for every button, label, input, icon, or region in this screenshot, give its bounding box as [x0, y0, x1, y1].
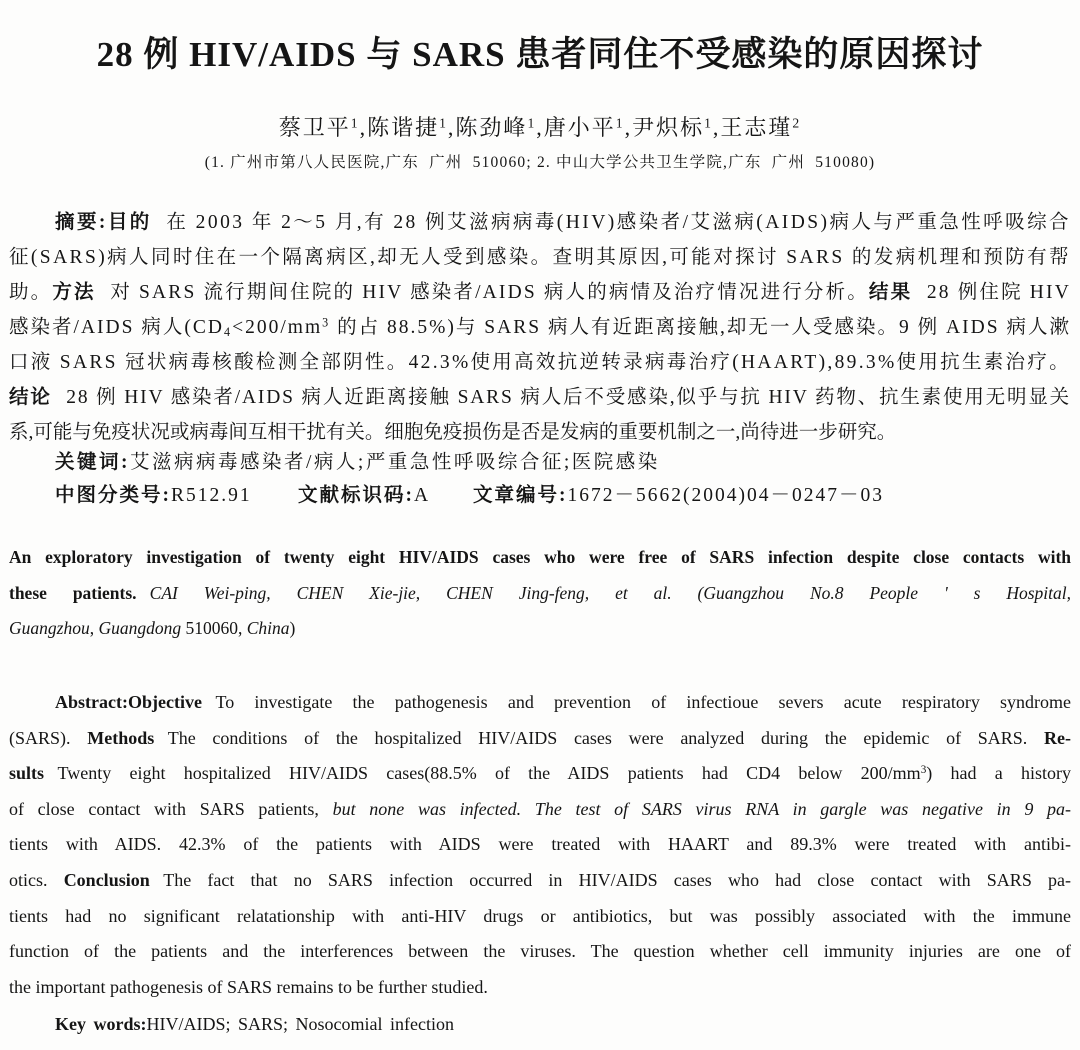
text-run: 陈谐捷: [367, 115, 440, 140]
text-run: To investigate the pathogenesis and prevention of infectioue severs acute respiratory syndrome: [215, 692, 1071, 712]
text-run: 口液 SARS 冠状病毒核酸检测全部阴性。42.3%使用高效抗逆转录病毒治疗(HAART),89.3%使用抗生素治疗。: [9, 352, 1071, 373]
text-run: 征(SARS)病人同时住在一个隔离病区,却无人受到感染。查明其原因,可能对探讨 SARS 的发病机理和预防有帮: [9, 247, 1071, 268]
superscript: 2: [792, 115, 802, 131]
text-run: the important pathogenesis of SARS remains to be further studied.: [9, 976, 488, 997]
text-line: [9, 345, 1071, 380]
run-in-heading: 摘要:目的: [55, 212, 152, 233]
text-line: [9, 792, 1071, 828]
run-in-heading: 方法: [52, 282, 96, 303]
text-line: [9, 685, 1071, 721]
english-title: [9, 540, 1071, 647]
text-run: 在 2003 年 2～5 月,有 28 例艾滋病病毒(HIV)感染者/艾滋病(AIDS)病人与严重急性呼吸综合: [166, 212, 1071, 233]
text-line: [9, 275, 1071, 310]
run-in-heading: 结论: [9, 387, 52, 408]
text-run: ,: [89, 618, 99, 638]
text-run: 28 例住院 HIV: [926, 282, 1071, 303]
document-code-value: A: [414, 485, 431, 506]
chinese-keywords: [55, 445, 660, 480]
document-code: [298, 478, 430, 513]
text-run: 助。: [9, 282, 53, 303]
text-run: ) had a history: [926, 763, 1071, 784]
classification-line: [0, 478, 1080, 513]
text-run: 陈劲峰: [455, 115, 528, 140]
english-keywords: [55, 1006, 454, 1042]
superscript: 1: [615, 115, 625, 131]
text-run: 510060,: [181, 618, 247, 638]
text-run: ,: [447, 115, 456, 140]
bold-text: Key words:: [55, 1014, 147, 1034]
italic-text: China: [246, 618, 290, 638]
text-run: function of the patients and the interferences between the viruses. The question whether cell immunity injuries are one of: [9, 941, 1071, 962]
text-run: <200/mm: [232, 317, 323, 338]
italic-text: Guangzhou: [9, 618, 90, 638]
run-in-heading: these patients.: [9, 582, 137, 603]
text-run: 对 SARS 流行期间住院的 HIV 感染者/AIDS 病人的病情及治疗情况进行分析。: [110, 282, 869, 303]
text-run: ,: [624, 115, 633, 140]
text-line: [9, 970, 1071, 1006]
english-abstract: [9, 685, 1071, 1005]
run-in-heading: sults: [9, 763, 45, 784]
text-run: ,: [536, 115, 544, 140]
text-line: [9, 934, 1071, 970]
subscript: 4: [224, 325, 233, 340]
clc-number: [55, 478, 252, 513]
superscript: 3: [920, 764, 927, 777]
article-number: [473, 478, 884, 513]
text-line: [9, 310, 1071, 345]
article-number-value: 1672－5662(2004)04－0247－03: [567, 485, 884, 506]
text-line: [9, 899, 1071, 935]
bold-text: 关键词:: [55, 452, 130, 473]
document-code-label: 文献标识码:: [298, 485, 414, 506]
run-in-heading: 结果: [868, 282, 913, 303]
text-run: The fact that no SARS infection occurred in HIV/AIDS cases who had close contact with SARS pa-: [163, 869, 1071, 890]
bold-text: An exploratory investigation of twenty eight HIV/AIDS cases who were free of SARS infection despite close contacts with: [9, 547, 1071, 567]
clc-label: 中图分类号:: [55, 485, 171, 506]
text-line: [9, 380, 1071, 415]
text-line: [9, 611, 1071, 647]
text-run: tients had no significant relatationship with anti-HIV drugs or antibiotics, but was possibly associated with the immune: [9, 905, 1071, 926]
text-run: 系,可能与免疫状况或病毒间互相干扰有关。细胞免疫损伤是否是发病的重要机制之一,尚待进一步研究。: [9, 422, 897, 443]
article-number-label: 文章编号:: [473, 485, 568, 506]
text-run: ): [289, 618, 296, 638]
chinese-abstract: [9, 205, 1071, 450]
text-run: ,: [359, 115, 368, 140]
text-run: tients with AIDS. 42.3% of the patients with AIDS were treated with HAART and 89.3% were treated with antibi-: [9, 834, 1071, 855]
text-line: [9, 540, 1071, 576]
clc-value: R512.91: [171, 485, 252, 506]
paper-title: 28 例 HIV/AIDS 与 SARS 患者同住不受感染的原因探讨: [96, 35, 984, 74]
text-run: 尹炽标: [632, 115, 705, 140]
superscript: 1: [527, 115, 537, 131]
text-run: The conditions of the hospitalized HIV/AIDS cases were analyzed during the epidemic of SARS.: [167, 727, 1045, 748]
author-list: [0, 112, 1080, 144]
text-run: of close contact with SARS patients,: [9, 798, 333, 819]
bold-text: Re-: [1044, 727, 1072, 748]
italic-text: Guangdong: [98, 618, 182, 638]
text-run: otics.: [9, 869, 64, 890]
superscript: 1: [350, 115, 360, 131]
text-run: 蔡卫平: [278, 115, 351, 140]
run-in-heading: Methods: [87, 727, 155, 748]
italic-text: CAI Wei-ping, CHEN Xie-jie, CHEN Jing-feng, et al. (Guangzhou No.8 People ' s Hospital,: [149, 582, 1071, 603]
superscript: 1: [704, 115, 713, 131]
text-line: [9, 576, 1071, 612]
text-line: [9, 721, 1071, 757]
text-line: [9, 827, 1071, 863]
text-run: 唐小平: [543, 115, 616, 140]
text-run: 的占 88.5%)与 SARS 病人有近距离接触,却无一人受感染。9 例 AIDS 病人漱: [330, 317, 1071, 338]
text-run: (SARS).: [9, 727, 88, 748]
text-run: 王志瑾: [720, 115, 793, 140]
italic-text: but none was infected. The test of SARS virus RNA in gargle was negative in 9 pa-: [332, 798, 1072, 819]
superscript: 1: [439, 115, 448, 131]
text-run: 感染者/AIDS 病人(CD: [9, 317, 224, 338]
text-line: [9, 205, 1071, 240]
text-run: 艾滋病病毒感染者/病人;严重急性呼吸综合征;医院感染: [130, 452, 660, 473]
run-in-heading: Abstract:Objective: [55, 692, 202, 712]
text-run: ,: [712, 115, 721, 140]
run-in-heading: Conclusion: [63, 869, 150, 890]
affiliations: (1. 广州市第八人民医院,广东 广州 510060; 2. 中山大学公共卫生学院,广东 广州 510080): [204, 154, 876, 171]
text-line: [9, 756, 1071, 792]
text-run: Twenty eight hospitalized HIV/AIDS cases(88.5% of the AIDS patients had CD4 below 200/mm: [57, 763, 921, 784]
text-run: 28 例 HIV 感染者/AIDS 病人近距离接触 SARS 病人后不受感染,似乎与抗 HIV 药物、抗生素使用无明显关: [66, 387, 1071, 408]
superscript: 3: [322, 315, 331, 330]
text-line: [9, 240, 1071, 275]
text-line: [9, 863, 1071, 899]
text-run: HIV/AIDS; SARS; Nosocomial infection: [146, 1014, 454, 1034]
